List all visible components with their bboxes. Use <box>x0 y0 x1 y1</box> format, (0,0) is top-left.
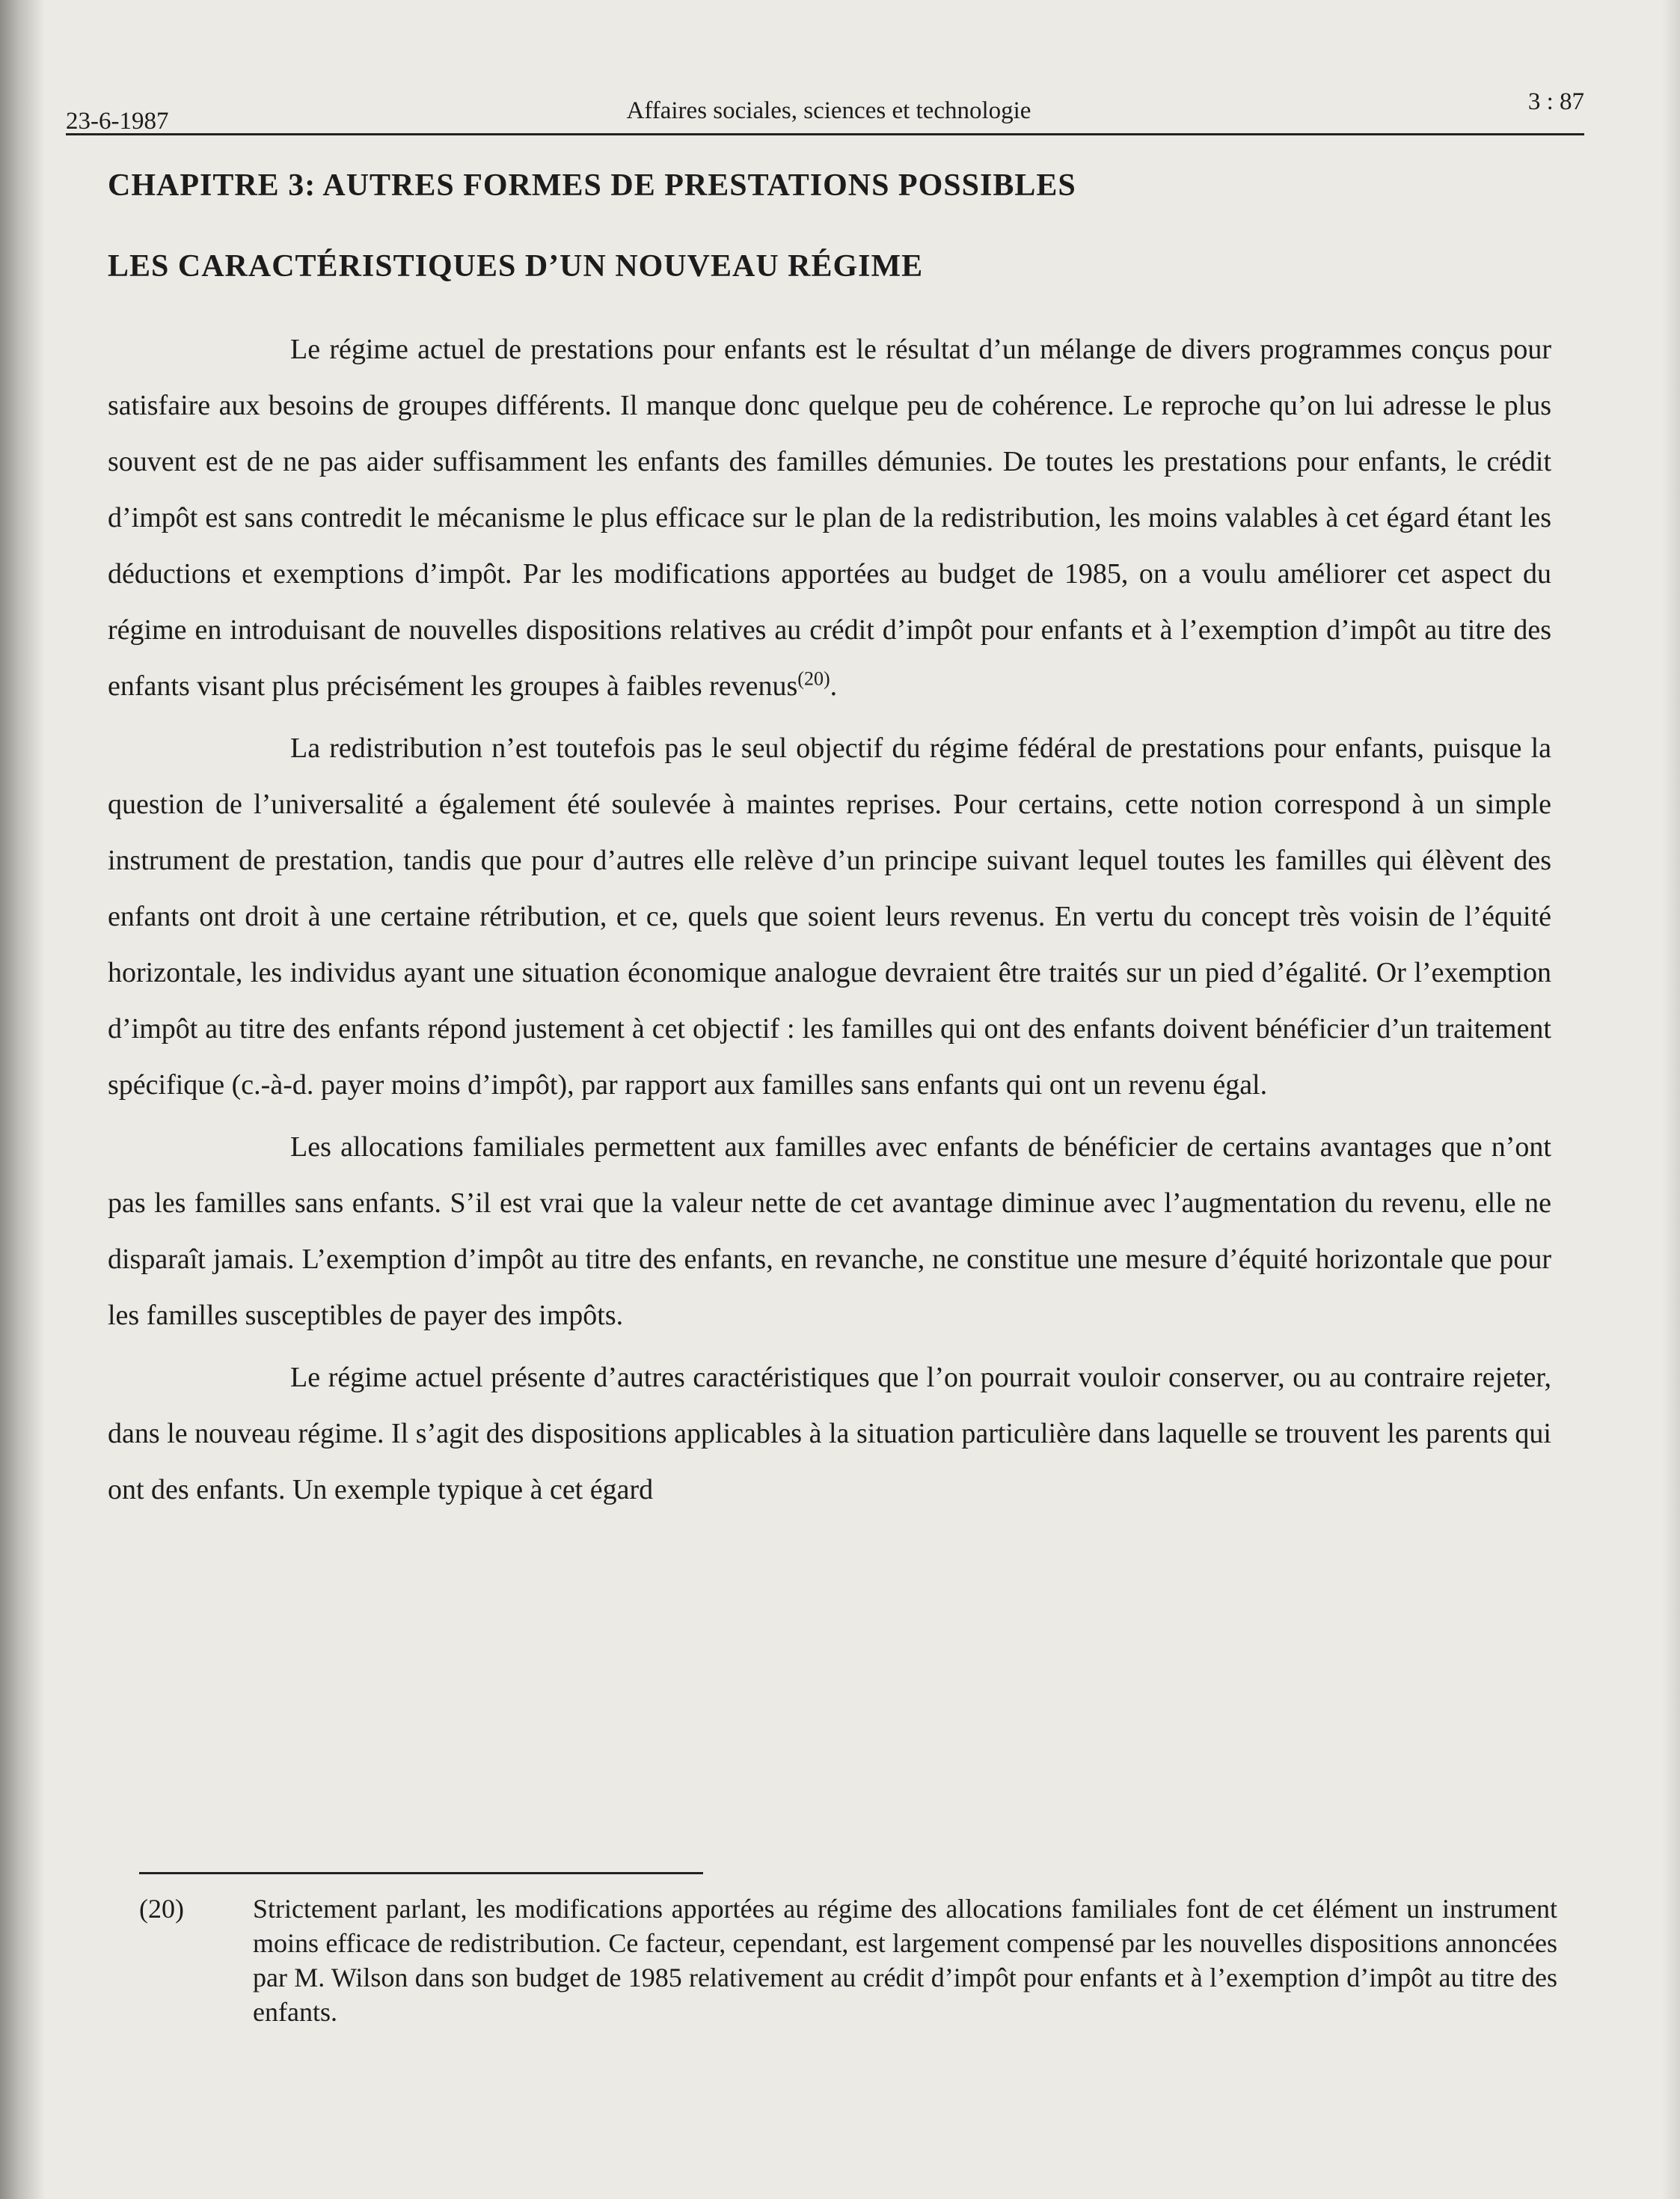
footnote-divider <box>139 1872 703 1874</box>
section-title: LES CARACTÉRISTIQUES D’UN NOUVEAU RÉGIME <box>108 249 924 284</box>
page-edge <box>1662 0 1680 2199</box>
paragraph-1-text: Le régime actuel de prestations pour enfants est le résultat d’un mélange de divers programmes conçus pour satisfaire aux besoins de groupes différents. Il manque donc quelque peu de cohérence. Le reproche qu’on lui adresse le plus souvent est de ne pas aider suffisamment les enfants des familles démunies. De toutes les prestations pour enfants, le crédit d’impôt est sans contredit le mécanisme le plus efficace sur le plan de la redistribution, les moins valables à cet égard étant les déductions et exemptions d’impôt. Par les modifications apportées au budget de 1985, on a voulu améliorer cet aspect du régime en introduisant de nouvelles dispositions relatives au crédit d’impôt pour enfants et à l’exemption d’impôt au titre des enfants visant plus précisément les groupes à faibles revenus <box>108 334 1551 702</box>
running-header <box>66 88 1584 135</box>
header-page-number: 3 : 87 <box>1527 88 1584 115</box>
paragraph-3: Les allocations familiales permettent aux familles avec enfants de bénéficier de certains avantages que n’ont pas les familles sans enfants. S’il est vrai que la valeur nette de cet avantage diminue avec l’augmentation du revenu, elle ne disparaît jamais. L’exemption d’impôt au titre des enfants, en revanche, ne constitue une mesure d’équité horizontale que pour les familles susceptibles de payer des impôts. <box>108 1131 1551 1331</box>
footnote <box>139 1891 1557 2029</box>
footnote-number: (20) <box>139 1894 184 1924</box>
paragraph-4: Le régime actuel présente d’autres caractéristiques que l’on pourrait vouloir conserver, ou au contraire rejeter, dans le nouveau régime. Il s’agit des dispositions applicables à la situation particulière dans laquelle se trouvent les parents qui ont des enfants. Un exemple typique à cet égard <box>108 1362 1551 1505</box>
chapter-title: CHAPITRE 3: AUTRES FORMES DE PRESTATIONS POSSIBLES <box>108 168 1076 203</box>
footnote-reference: (20) <box>797 667 830 690</box>
paragraph-1: Le régime actuel de prestations pour enfants est le résultat d’un mélange de divers programmes conçus pour satisfaire aux besoins de groupes différents. Il manque donc quelque peu de cohérence. Le reproche qu’on lui adresse le plus souvent est de ne pas aider suffisamment les enfants des familles démunies. De toutes les prestations pour enfants, le crédit d’impôt est sans contredit le mécanisme le plus efficace sur le plan de la redistribution, les moins valables à cet égard étant les déductions et exemptions d’impôt. Par les modifications apportées au budget de 1985, on a voulu améliorer cet aspect du régime en introduisant de nouvelles dispositions relatives au crédit d’impôt pour enfants et à l’exemption d’impôt au titre des enfants visant plus précisément les groupes à faibles revenus$^{(20)}$. <box>108 334 1551 702</box>
footnote-text: Strictement parlant, les modifications apportées au régime des allocations familiales font de cet élément un instrument moins efficace de redistribution. Ce facteur, cependant, est largement compensé par les nouvelles dispositions annoncées par M. Wilson dans son budget de 1985 relativement au crédit d’impôt pour enfants et à l’exemption d’impôt au titre des enfants. <box>253 1894 1557 2027</box>
page-body <box>108 166 1551 1518</box>
page-binding-shadow <box>0 0 45 2199</box>
header-date: 23-6-1987 <box>66 108 169 135</box>
paragraph-2: La redistribution n’est toutefois pas le seul objectif du régime fédéral de prestations pour enfants, puisque la question de l’universalité a également été soulevée à maintes reprises. Pour certains, cette notion correspond à un simple instrument de prestation, tandis que pour d’autres elle relève d’un principe suivant lequel toutes les familles qui élèvent des enfants ont droit à une certaine rétribution, et ce, quels que soient leurs revenus. En vertu du concept très voisin de l’équité horizontale, les individus ayant une situation économique analogue devraient être traités sur un pied d’égalité. Or l’exemption d’impôt au titre des enfants répond justement à cet objectif : les familles qui ont des enfants doivent bénéficier d’un traitement spécifique (c.-à-d. payer moins d’impôt), par rapport aux familles sans enfants qui ont un revenu égal. <box>108 733 1551 1101</box>
header-title: Affaires sociales, sciences et technologie <box>626 97 1031 124</box>
